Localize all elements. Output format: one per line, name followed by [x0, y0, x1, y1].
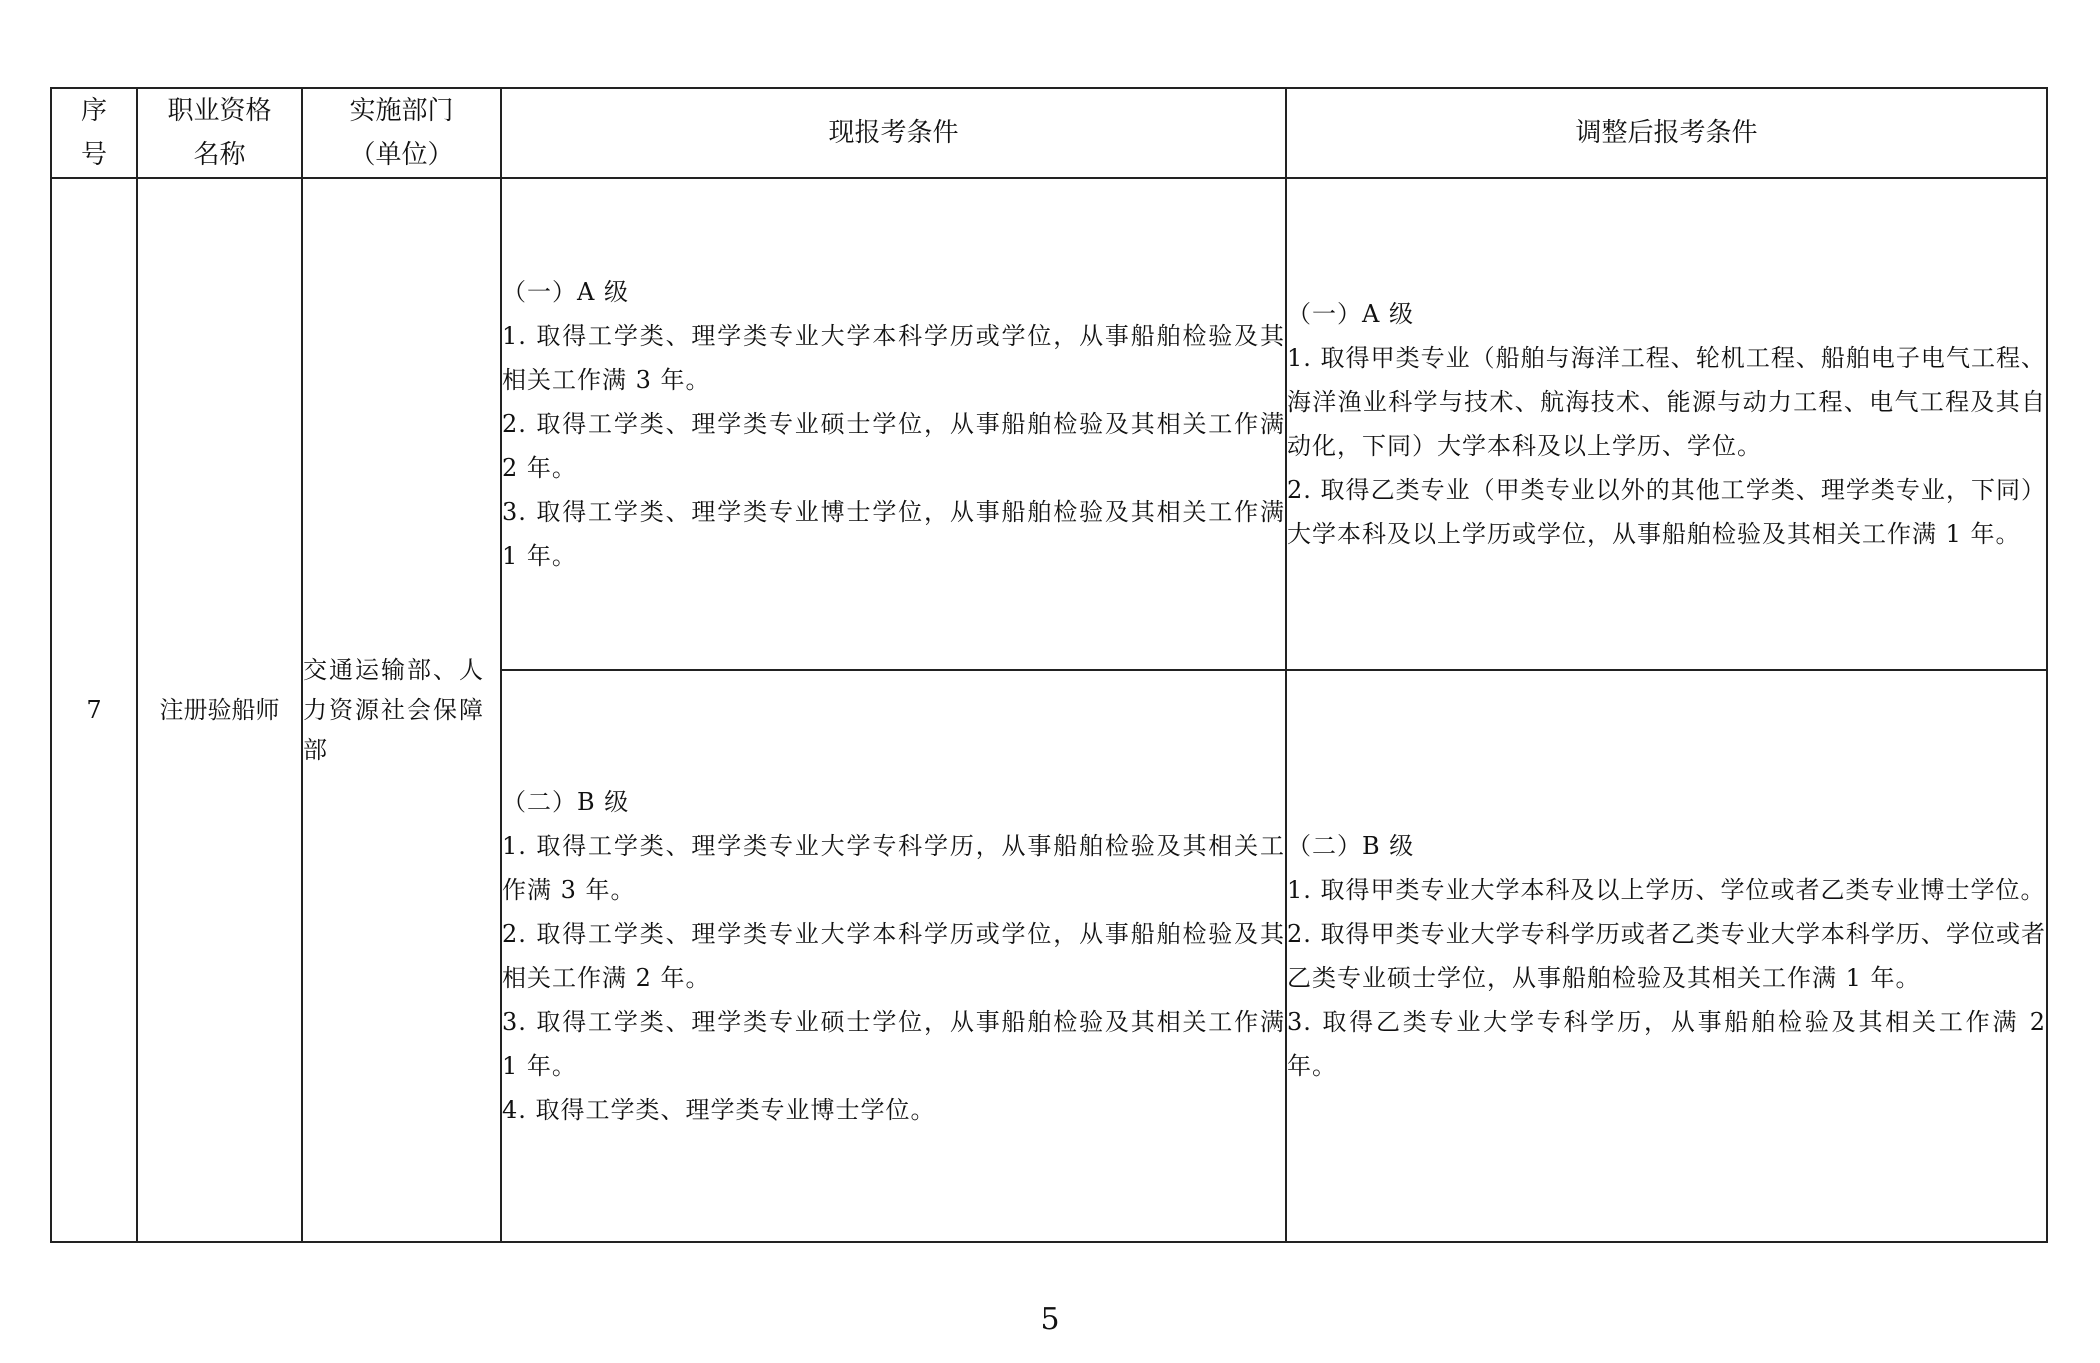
header-name-line1: 职业资格 [167, 96, 272, 126]
row-seq: 7 [51, 178, 137, 1242]
grade-b-current-item: 1. 取得工学类、理学类专业大学专科学历，从事船舶检验及其相关工作满 3 年。 [502, 832, 1285, 904]
table-row-grade-a [51, 178, 2047, 670]
grade-b-adjusted-conditions [1286, 670, 2047, 1242]
grade-a-current-item: 2. 取得工学类、理学类专业硕士学位，从事船舶检验及其相关工作满 2 年。 [502, 410, 1285, 482]
row-qualification-name: 注册验船师 [137, 178, 302, 1242]
header-seq-line1: 序 [80, 96, 107, 126]
grade-a-current-conditions [501, 178, 1286, 670]
header-seq [51, 88, 137, 178]
grade-a-current-item: 3. 取得工学类、理学类专业博士学位，从事船舶检验及其相关工作满 1 年。 [502, 498, 1285, 570]
header-row [51, 88, 2047, 178]
header-dept-line2: （单位） [349, 140, 454, 170]
header-adjusted-conditions: 调整后报考条件 [1286, 88, 2047, 178]
header-current-conditions: 现报考条件 [501, 88, 1286, 178]
grade-a-adjusted-item: 2. 取得乙类专业（甲类专业以外的其他工学类、理学类专业，下同）大学本科及以上学历或学位，从事船舶检验及其相关工作满 1 年。 [1287, 476, 2046, 548]
header-seq-line2: 号 [80, 140, 107, 170]
header-dept [302, 88, 501, 178]
grade-a-adjusted-title: （一）A 级 [1287, 300, 1414, 328]
header-dept-line1: 实施部门 [349, 96, 454, 126]
grade-b-adjusted-item: 2. 取得甲类专业大学专科学历或者乙类专业大学本科学历、学位或者乙类专业硕士学位，从事船舶检验及其相关工作满 1 年。 [1287, 920, 2046, 992]
grade-b-current-item: 2. 取得工学类、理学类专业大学本科学历或学位，从事船舶检验及其相关工作满 2 年。 [502, 920, 1285, 992]
grade-b-current-title: （二）B 级 [502, 788, 630, 816]
page-number: 5 [1040, 1302, 1060, 1337]
header-name-line2: 名称 [193, 140, 246, 170]
header-name [137, 88, 302, 178]
grade-a-adjusted-conditions [1286, 178, 2047, 670]
grade-a-adjusted-item: 1. 取得甲类专业（船舶与海洋工程、轮机工程、船舶电子电气工程、海洋渔业科学与技术、航海技术、能源与动力工程、电气工程及其自动化，下同）大学本科及以上学历、学位。 [1287, 344, 2046, 460]
qualification-table [50, 87, 2048, 1243]
grade-b-current-item: 3. 取得工学类、理学类专业硕士学位，从事船舶检验及其相关工作满 1 年。 [502, 1008, 1285, 1080]
grade-a-current-title: （一）A 级 [502, 278, 629, 306]
grade-b-adjusted-item: 1. 取得甲类专业大学本科及以上学历、学位或者乙类专业博士学位。 [1287, 876, 2046, 904]
grade-b-adjusted-item: 3. 取得乙类专业大学专科学历，从事船舶检验及其相关工作满 2 年。 [1287, 1008, 2046, 1080]
grade-b-current-item: 4. 取得工学类、理学类专业博士学位。 [502, 1096, 936, 1124]
grade-b-current-conditions [501, 670, 1286, 1242]
grade-a-current-item: 1. 取得工学类、理学类专业大学本科学历或学位，从事船舶检验及其相关工作满 3 年。 [502, 322, 1285, 394]
row-department: 交通运输部、人力资源社会保障部 [302, 178, 501, 1242]
grade-b-adjusted-title: （二）B 级 [1287, 832, 1415, 860]
